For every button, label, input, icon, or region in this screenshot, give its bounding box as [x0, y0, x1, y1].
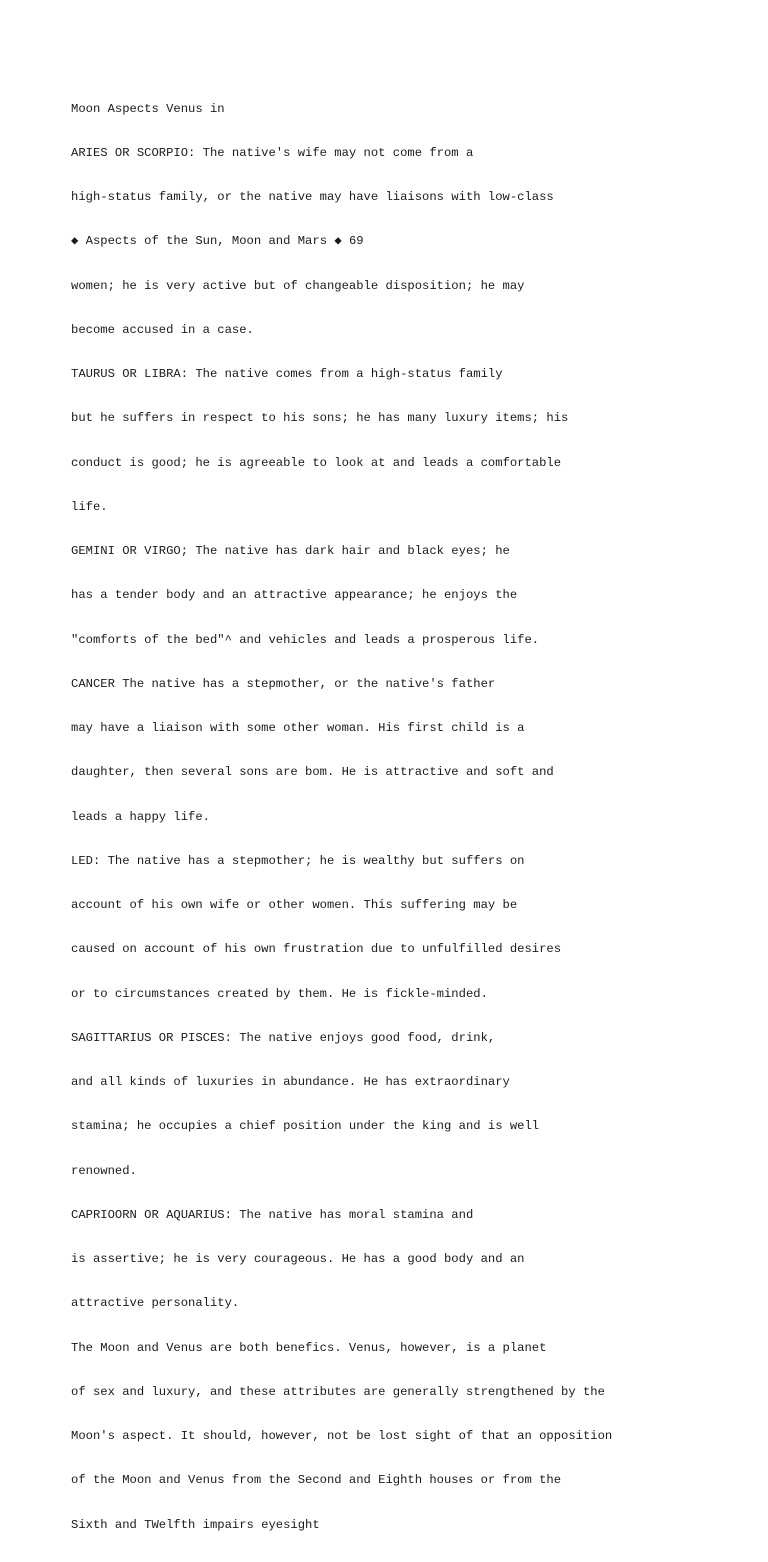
text-line: daughter, then several sons are bom. He is attractive and soft and: [71, 765, 554, 780]
text-line: high-status family, or the native may have liaisons with low-class: [71, 190, 554, 204]
text-line: CAPRIOORN OR AQUARIUS: The native has moral stamina and: [71, 1207, 474, 1222]
text-line: but he suffers in respect to his sons; he has many luxury items; his: [71, 411, 569, 426]
text-line: ARIES OR SCORPIO: The native's wife may not come from a: [71, 145, 474, 160]
text-line: Moon's aspect. It should, however, not be lost sight of that an opposition: [71, 1429, 613, 1443]
text-line: may have a liaison with some other woman. His first child is a: [71, 721, 525, 735]
text-line: of sex and luxury, and these attributes are generally strengthened by the: [71, 1384, 605, 1399]
running-header-line: ◆ Aspects of the Sun, Moon and Mars ◆ 69: [71, 234, 364, 249]
document-text: [71, 72, 751, 1562]
text-line: become accused in a case.: [71, 322, 254, 337]
text-line: attractive personality.: [71, 1296, 240, 1311]
text-line: leads a happy life.: [71, 809, 210, 824]
text-line: Sixth and TWelfth impairs eyesight: [71, 1517, 320, 1532]
text-line: of the Moon and Venus from the Second and Eighth houses or from the: [71, 1473, 562, 1488]
text-line: The Moon and Venus are both benefics. Venus, however, is a planet: [71, 1340, 547, 1355]
text-line: or to circumstances created by them. He is fickle-minded.: [71, 986, 488, 1001]
text-line: TAURUS OR LIBRA: The native comes from a high-status family: [71, 367, 503, 381]
text-line: GEMINI OR VIRGO; The native has dark hair and black eyes; he: [71, 544, 510, 558]
text-line: life.: [71, 499, 108, 514]
text-line: SAGITTARIUS OR PISCES: The native enjoys good food, drink,: [71, 1030, 496, 1045]
text-line: and all kinds of luxuries in abundance. He has extraordinary: [71, 1075, 510, 1089]
text-line: women; he is very active but of changeable disposition; he may: [71, 278, 525, 293]
text-line: "comforts of the bed"^ and vehicles and leads a prosperous life.: [71, 632, 540, 647]
text-line: conduct is good; he is agreeable to look at and leads a comfortable: [71, 455, 562, 470]
text-line: renowned.: [71, 1163, 137, 1178]
text-line: is assertive; he is very courageous. He has a good body and an: [71, 1252, 525, 1266]
text-line: account of his own wife or other women. This suffering may be: [71, 898, 518, 912]
text-line: LED: The native has a stepmother; he is wealthy but suffers on: [71, 853, 525, 868]
text-line: CANCER The native has a stepmother, or the native's father: [71, 676, 496, 691]
text-line: stamina; he occupies a chief position under the king and is well: [71, 1119, 540, 1134]
heading-line: Moon Aspects Venus in: [71, 101, 225, 116]
text-line: caused on account of his own frustration due to unfulfilled desires: [71, 942, 562, 957]
text-line: has a tender body and an attractive appearance; he enjoys the: [71, 588, 518, 603]
